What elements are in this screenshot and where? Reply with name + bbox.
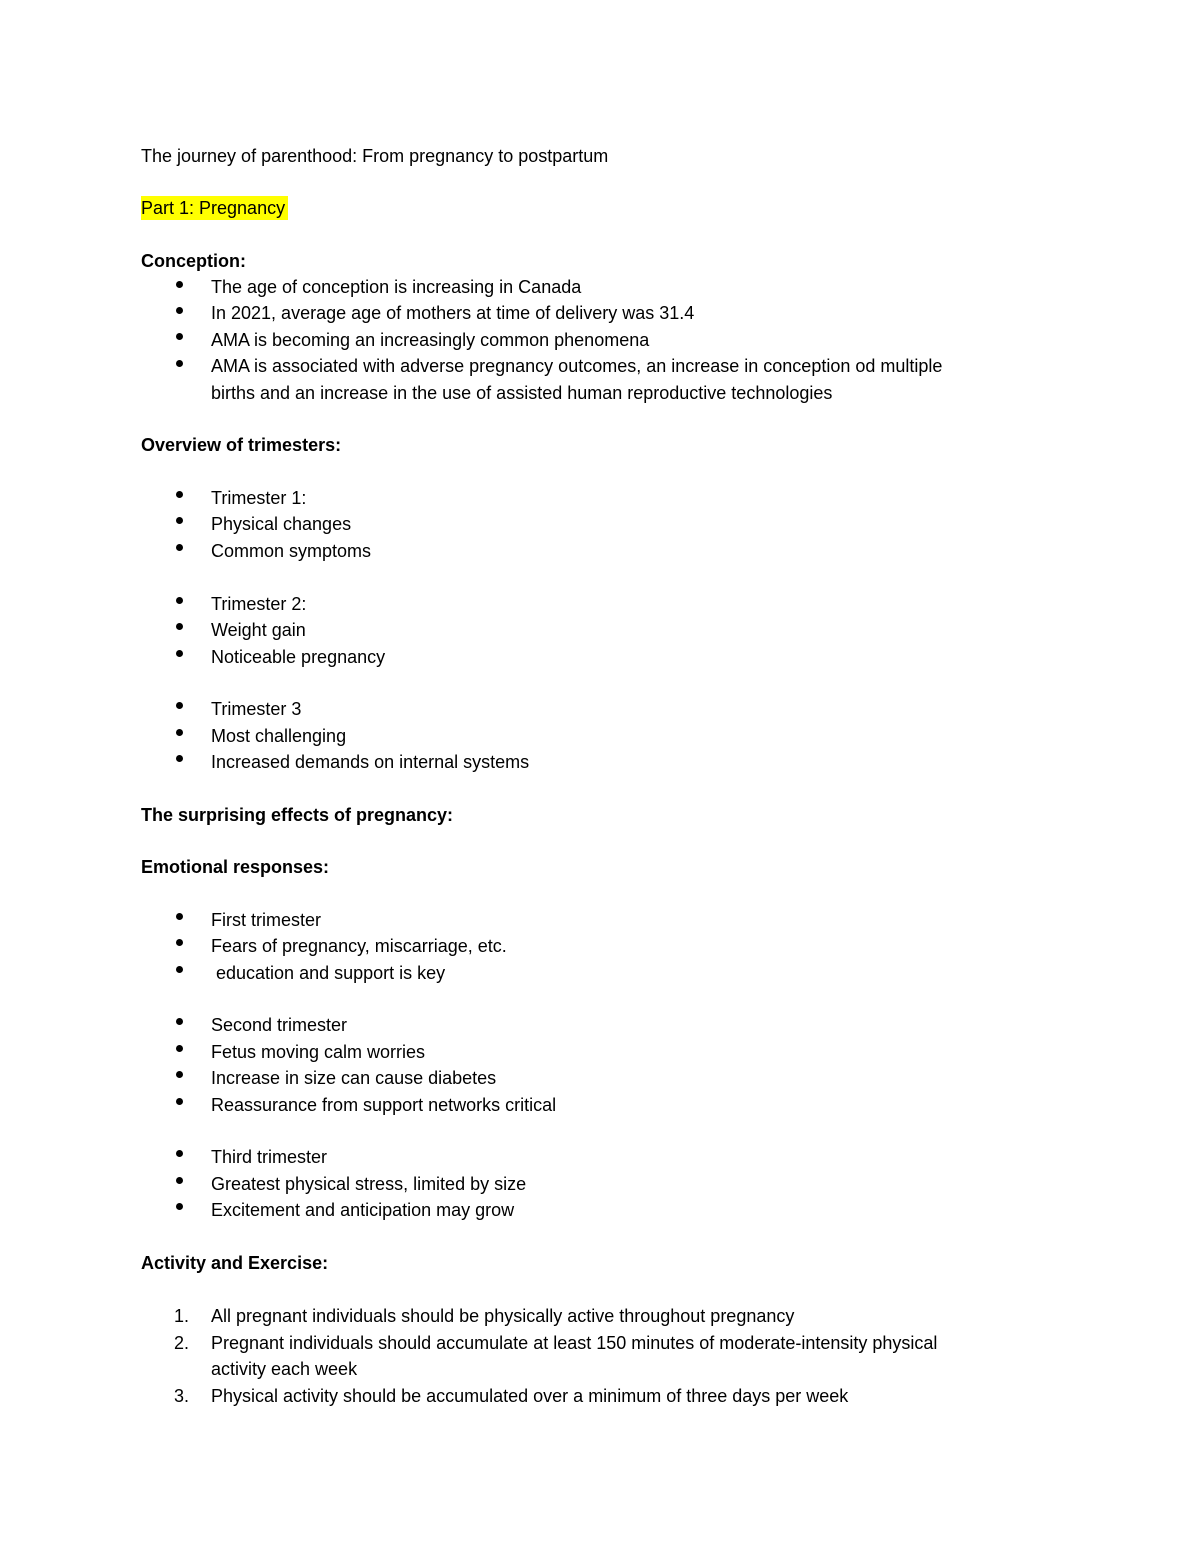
- list-number: 2.: [174, 1333, 190, 1353]
- list-item: Fears of pregnancy, miscarriage, etc.: [211, 936, 507, 956]
- bullet-icon: [176, 913, 183, 920]
- numbered-item-continuation: activity each week: [211, 1359, 358, 1379]
- bullet-icon: [176, 544, 183, 551]
- numbered-item: Physical activity should be accumulated over a minimum of three days per week: [211, 1386, 849, 1406]
- list-item: Common symptoms: [211, 541, 372, 561]
- list-item: Reassurance from support networks critical: [211, 1095, 557, 1115]
- bullet-icon: [176, 597, 183, 604]
- bullet-icon: [176, 360, 183, 367]
- numbered-item: Pregnant individuals should accumulate at least 150 minutes of moderate-intensity physical: [211, 1333, 938, 1353]
- list-item: AMA is associated with adverse pregnancy outcomes, an increase in conception od multiple: [211, 356, 943, 376]
- bullet-icon: [176, 650, 183, 657]
- list-item: Fetus moving calm worries: [211, 1042, 426, 1062]
- bullet-icon: [176, 491, 183, 498]
- bullet-icon: [176, 755, 183, 762]
- list-item: Excitement and anticipation may grow: [211, 1200, 515, 1220]
- list-number: 1.: [174, 1306, 190, 1326]
- list-item: education and support is key: [211, 963, 446, 983]
- list-item: The age of conception is increasing in Canada: [211, 277, 582, 297]
- document-title: The journey of parenthood: From pregnancy to postpartum: [141, 146, 609, 166]
- list-item: Increase in size can cause diabetes: [211, 1068, 497, 1088]
- part-heading-highlight: Part 1: Pregnancy: [141, 196, 288, 220]
- bullet-icon: [176, 1203, 183, 1210]
- effects-heading: The surprising effects of pregnancy:: [141, 805, 454, 825]
- list-item: Most challenging: [211, 726, 347, 746]
- bullet-icon: [176, 1098, 183, 1105]
- activity-heading: Activity and Exercise:: [141, 1253, 329, 1273]
- bullet-icon: [176, 333, 183, 340]
- list-item: AMA is becoming an increasingly common phenomena: [211, 330, 650, 350]
- bullet-icon: [176, 307, 183, 314]
- list-item: Increased demands on internal systems: [211, 752, 530, 772]
- bullet-icon: [176, 702, 183, 709]
- bullet-icon: [176, 1018, 183, 1025]
- trimesters-heading: Overview of trimesters:: [141, 435, 342, 455]
- bullet-icon: [176, 966, 183, 973]
- list-item: Trimester 1:: [211, 488, 307, 508]
- bullet-icon: [176, 729, 183, 736]
- list-item: Weight gain: [211, 620, 306, 640]
- numbered-item: All pregnant individuals should be physically active throughout pregnancy: [211, 1306, 795, 1326]
- bullet-icon: [176, 1150, 183, 1157]
- list-item: Noticeable pregnancy: [211, 647, 386, 667]
- conception-heading: Conception:: [141, 251, 246, 271]
- bullet-icon: [176, 1071, 183, 1078]
- list-item: Trimester 3: [211, 699, 302, 719]
- list-item: First trimester: [211, 910, 321, 930]
- list-item: Greatest physical stress, limited by size: [211, 1174, 527, 1194]
- bullet-icon: [176, 1177, 183, 1184]
- list-item: Physical changes: [211, 514, 352, 534]
- bullet-icon: [176, 623, 183, 630]
- list-item-continuation: births and an increase in the use of assisted human reproductive technologies: [211, 383, 833, 403]
- list-item: In 2021, average age of mothers at time of delivery was 31.4: [211, 303, 695, 323]
- list-number: 3.: [174, 1386, 190, 1406]
- list-item: Trimester 2:: [211, 594, 307, 614]
- bullet-icon: [176, 1045, 183, 1052]
- bullet-icon: [176, 281, 183, 288]
- bullet-icon: [176, 517, 183, 524]
- part-heading: [141, 196, 288, 220]
- emotional-heading: Emotional responses:: [141, 857, 330, 877]
- list-item: Third trimester: [211, 1147, 328, 1167]
- list-item: Second trimester: [211, 1015, 348, 1035]
- bullet-icon: [176, 939, 183, 946]
